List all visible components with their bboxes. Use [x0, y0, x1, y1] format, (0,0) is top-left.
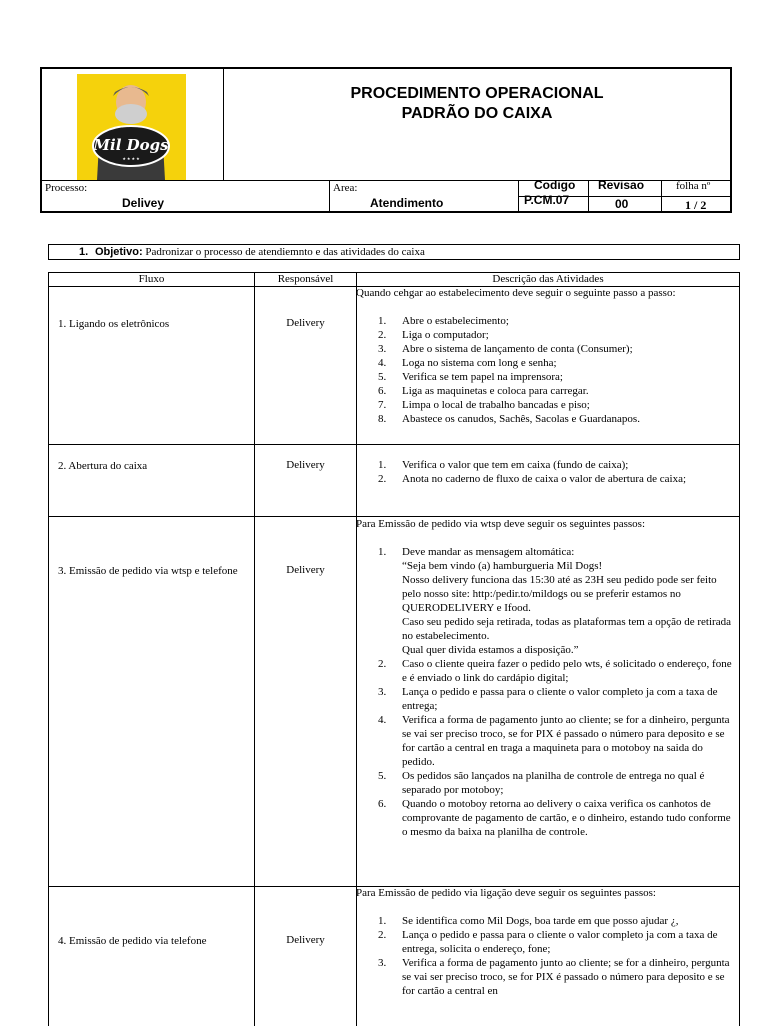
- list-item-number: 2.: [378, 658, 387, 670]
- description-1: [356, 286, 736, 426]
- list-item-number: 5.: [378, 770, 387, 782]
- table-row: [48, 886, 255, 1026]
- responsible-4: Delivery: [286, 934, 325, 946]
- description-4: [356, 886, 736, 998]
- area-value: Atendimento: [370, 196, 444, 210]
- list-item-text: Verifica o valor que tem em caixa (fundo de caixa);: [402, 459, 629, 471]
- list-item-text: Qual quer divida estamos a disposição.”: [402, 644, 579, 656]
- objective-number: 1.: [79, 246, 89, 258]
- list-item-number: 6.: [378, 798, 387, 810]
- mil-dogs-logo: [77, 74, 186, 180]
- list-item-text: Deve mandar as mensagem altomática:: [402, 546, 575, 558]
- flow-step-2: 2. Abertura do caixa: [58, 460, 148, 472]
- description-intro: Quando cehgar ao estabelecimento deve seguir o seguinte passo a passo:: [356, 287, 676, 299]
- list-item-text: Liga o computador;: [402, 329, 489, 341]
- list-item: [356, 713, 736, 769]
- list-item-text: Caso seu pedido seja retirada, todas as plataformas tem a opção de retirada no estabelecimento.: [402, 616, 731, 642]
- list-item: [356, 412, 736, 426]
- list-item-number: 3.: [378, 343, 387, 355]
- description-intro: Para Emissão de pedido via wtsp deve seguir os seguintes passos:: [356, 518, 646, 530]
- list-item-text: “Seja bem vindo (a) hamburgueria Mil Dogs!: [402, 560, 603, 572]
- list-item: [356, 370, 736, 384]
- list-item-text: Abre o sistema de lançamento de conta (Consumer);: [402, 343, 633, 355]
- list-item-number: 2.: [378, 929, 387, 941]
- header-fluxo: Fluxo: [138, 273, 165, 285]
- processo-label: Processo:: [45, 182, 88, 194]
- header-cell: [254, 272, 357, 286]
- folha-value: 1 / 2: [685, 198, 707, 212]
- list-item: [356, 342, 736, 356]
- flow-step-4: 4. Emissão de pedido via telefone: [58, 935, 207, 947]
- objective-box: [48, 244, 740, 260]
- list-item-number: 1.: [378, 915, 387, 927]
- title-line-2: PADRÃO DO CAIXA: [401, 105, 553, 122]
- list-item: [356, 928, 736, 956]
- list-item: [356, 769, 736, 797]
- list-item: [356, 657, 736, 685]
- list-item: [356, 384, 736, 398]
- list-item-text: Lança o pedido e passa para o cliente o valor completo ja com a taxa de entrega, solicita o endereço, fone;: [402, 929, 718, 955]
- list-item-text: Lança o pedido e passa para o cliente o valor completo ja com a taxa de entrega;: [402, 686, 718, 712]
- revisao-label: Revisao: [598, 178, 645, 192]
- list-item-text: Nosso delivery funciona das 15:30 até as 23H seu pedido pode ser feito pelo nosso site: http:/pedir.to/mildogs ou se preferir estamos no QUERODELIVERY e Ifood.: [402, 574, 717, 614]
- list-item-text: Liga as maquinetas e coloca para carregar.: [402, 385, 589, 397]
- list-item-text: Quando o motoboy retorna ao delivery o caixa verifica os canhotos de comprovante de pagamento de cartão, e o dinheiro, estando tudo conforme o mesmo da baixa na planilha de controle.: [402, 798, 731, 838]
- list-item-text: Verifica a forma de pagamento junto ao cliente; se for a dinheiro, pergunta se vai ser preciso troco, se for PIX é passado o número para deposito e se for cartão a central en: [402, 957, 730, 997]
- list-item-text: Os pedidos são lançados na planilha de controle de entrega no qual é separado por motoboy;: [402, 770, 705, 796]
- steps-list: [356, 914, 736, 998]
- table-cell: [254, 886, 357, 1026]
- list-item-text: Abastece os canudos, Sachês, Sacolas e Guardanapos.: [402, 413, 640, 425]
- responsible-1: Delivery: [286, 317, 325, 329]
- list-item: [356, 615, 736, 643]
- list-item-text: Caso o cliente queira fazer o pedido pelo wts, é solicitado o endereço, fone e é enviado o link do cardápio digital;: [402, 658, 732, 684]
- objective-label: Objetivo:: [94, 246, 143, 258]
- header-cell: [356, 272, 740, 286]
- list-item-text: Limpa o local de trabalho bancadas e piso;: [402, 399, 590, 411]
- list-item: [356, 458, 736, 472]
- list-item: [356, 643, 736, 657]
- list-item-number: 1.: [378, 546, 387, 558]
- header-descricao: Descrição das Atividades: [492, 273, 604, 285]
- revisao-value: 00: [615, 197, 629, 211]
- list-item: [356, 685, 736, 713]
- activities-table: [48, 272, 740, 1024]
- description-3: [356, 517, 736, 839]
- steps-list: [356, 314, 736, 426]
- list-item-number: 1.: [378, 459, 387, 471]
- list-item-number: 6.: [378, 385, 387, 397]
- list-item-number: 2.: [378, 473, 387, 485]
- description-2: [356, 458, 736, 486]
- list-item: [356, 398, 736, 412]
- list-item-text: Loga no sistema com long e senha;: [402, 357, 557, 369]
- codigo-value: P.CM.07: [524, 193, 570, 207]
- document-title: [224, 84, 730, 124]
- list-item: [356, 559, 736, 573]
- list-item-number: 3.: [378, 957, 387, 969]
- objective-text: Padronizar o processo de atendiemnto e das atividades do caixa: [145, 246, 425, 258]
- list-item-text: Se identifica como Mil Dogs, boa tarde em que posso ajudar ¿,: [402, 915, 679, 927]
- list-item: [356, 472, 736, 486]
- list-item-text: Verifica se tem papel na imprensora;: [402, 371, 563, 383]
- list-item: [356, 797, 736, 839]
- list-item: [356, 328, 736, 342]
- list-item-text: Anota no caderno de fluxo de caixa o valor de abertura de caixa;: [402, 473, 687, 485]
- list-item: [356, 914, 736, 928]
- header-separator: [329, 180, 330, 213]
- list-item-number: 2.: [378, 329, 387, 341]
- list-item-text: Verifica a forma de pagamento junto ao cliente; se for a dinheiro, pergunta se vai ser preciso troco, se for PIX é passado o número para deposito e se for cartão a central en traga a maquineta para o motoboy na saida do pedido.: [402, 714, 730, 768]
- table-cell: [254, 444, 357, 516]
- steps-list: [356, 458, 736, 486]
- list-item: [356, 956, 736, 998]
- svg-text:★ ★ ★ ★: ★ ★ ★ ★: [122, 156, 140, 161]
- list-item: [356, 314, 736, 328]
- header-cell: [48, 272, 255, 286]
- responsible-2: Delivery: [286, 459, 325, 471]
- folha-label: folha nº: [676, 180, 711, 192]
- flow-step-1: 1. Ligando os eletrônicos: [58, 318, 170, 330]
- list-item: [356, 573, 736, 615]
- list-item-number: 1.: [378, 315, 387, 327]
- table-row: [48, 286, 255, 444]
- processo-value: Delivey: [122, 196, 165, 210]
- responsible-3: Delivery: [286, 564, 325, 576]
- list-item: [356, 356, 736, 370]
- list-item-number: 4.: [378, 357, 387, 369]
- steps-list: [356, 545, 736, 839]
- table-row: [48, 444, 255, 516]
- list-item-number: 4.: [378, 714, 387, 726]
- area-label: Area:: [333, 182, 358, 194]
- flow-step-3: 3. Emissão de pedido via wtsp e telefone: [58, 565, 238, 577]
- header-responsavel: Responsável: [277, 273, 334, 285]
- list-item-text: Abre o estabelecimento;: [402, 315, 509, 327]
- logo-text: Mil Dogs: [93, 136, 169, 154]
- list-item-number: 3.: [378, 686, 387, 698]
- table-cell: [254, 286, 357, 444]
- description-intro: Para Emissão de pedido via ligação deve seguir os seguintes passos:: [356, 887, 656, 899]
- title-line-1: PROCEDIMENTO OPERACIONAL: [350, 85, 604, 102]
- list-item-number: 8.: [378, 413, 387, 425]
- list-item-number: 7.: [378, 399, 387, 411]
- list-item: [356, 545, 736, 559]
- codigo-label: Codigo: [534, 178, 576, 192]
- list-item-number: 5.: [378, 371, 387, 383]
